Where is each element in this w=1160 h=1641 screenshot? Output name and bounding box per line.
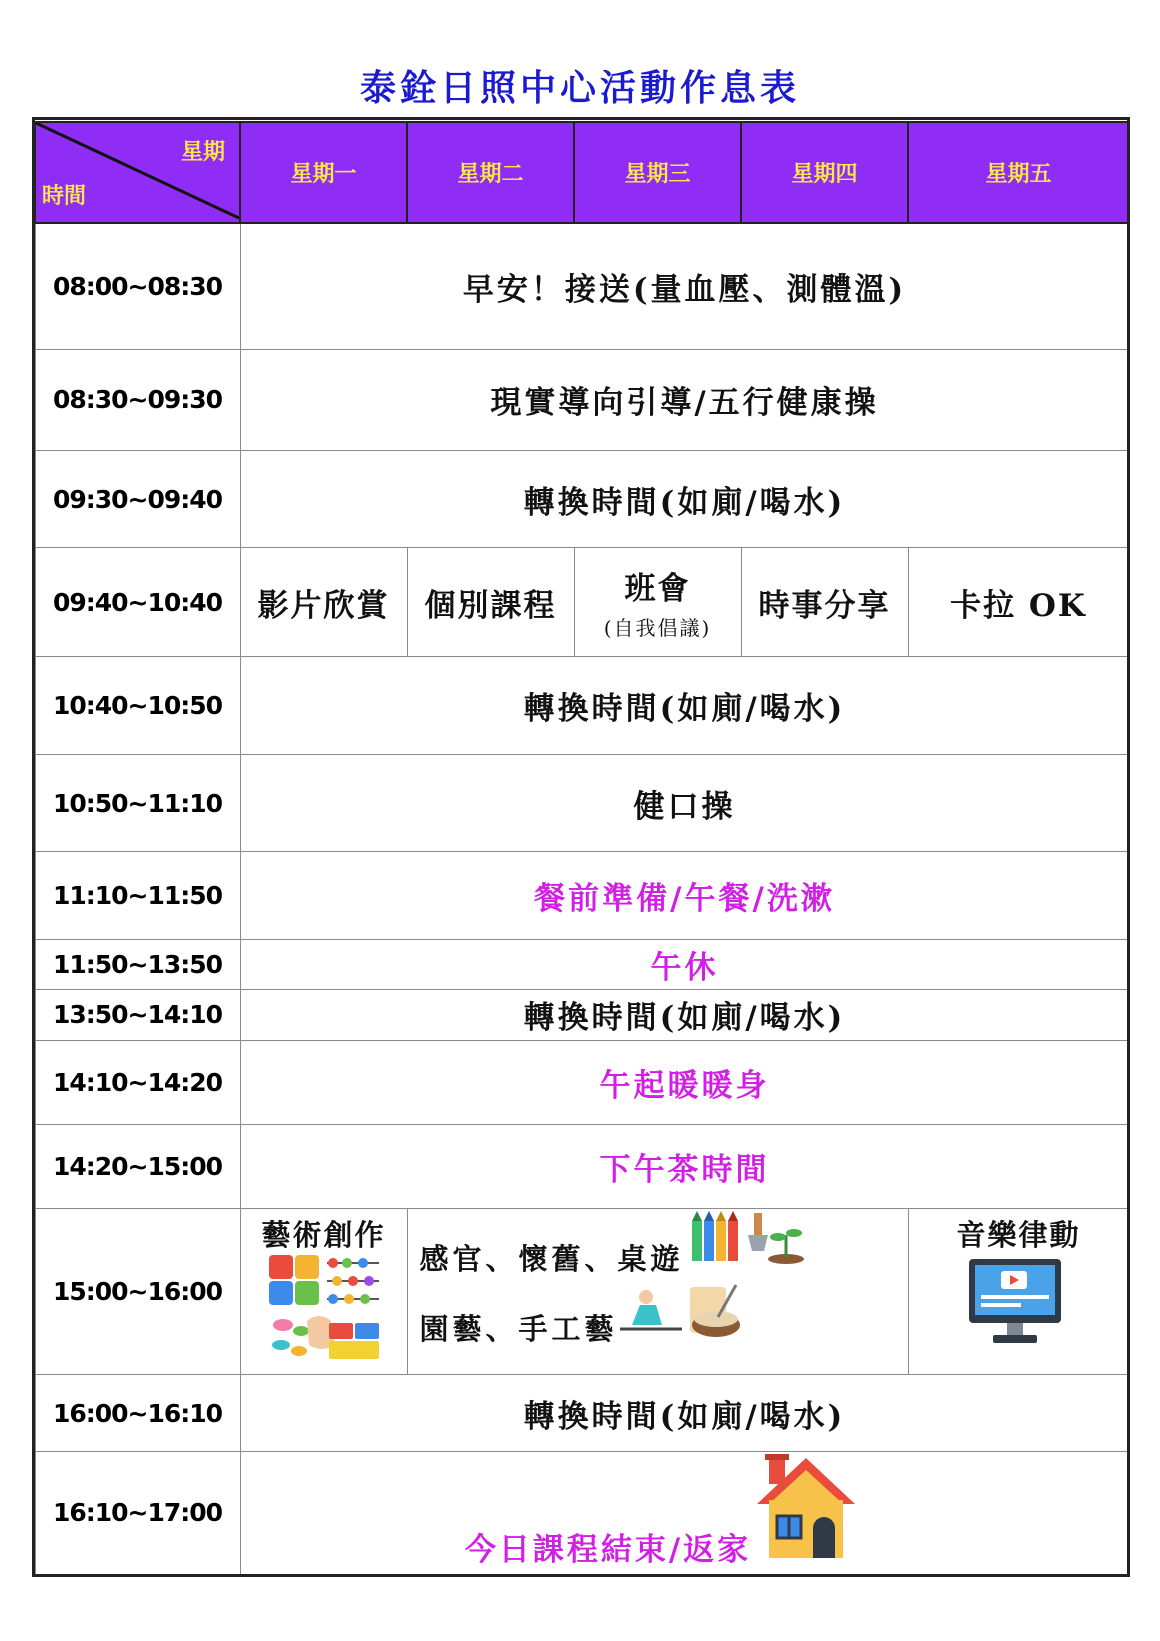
wed-activity-note: (自我倡議) — [603, 616, 712, 641]
crayons-icon — [690, 1211, 744, 1265]
activity-cell: 轉換時間(如廁/喝水) — [240, 450, 1129, 548]
table-row — [35, 1451, 1129, 1574]
table-row — [35, 223, 1129, 349]
time-cell: 11:50~13:50 — [35, 939, 240, 989]
day-header-wed: 星期三 — [574, 122, 741, 223]
activity-cell: 現實導向引導/五行健康操 — [240, 349, 1129, 450]
tue-activity: 個別課程 — [407, 548, 574, 656]
day-header-thu: 星期四 — [741, 122, 908, 223]
activity-cell: 午起暖暖身 — [240, 1040, 1129, 1124]
gardening-icon — [748, 1213, 804, 1265]
table-row — [35, 990, 1129, 1040]
time-cell: 11:10~11:50 — [35, 852, 240, 939]
activity-cell: 午休 — [240, 939, 1129, 989]
sensory-activities-line1: 感官、懷舊、桌遊 — [419, 1241, 684, 1276]
time-cell: 15:00~16:00 — [35, 1208, 240, 1374]
home-cell-content — [241, 1452, 1129, 1574]
art-activity-label: 藝術創作 — [261, 1217, 386, 1252]
house-icon — [755, 1454, 857, 1560]
time-cell: 10:50~11:10 — [35, 754, 240, 852]
schedule-table — [34, 121, 1130, 1575]
time-cell: 10:40~10:50 — [35, 656, 240, 754]
corner-time-label: 時間 — [42, 182, 87, 209]
table-row — [35, 939, 1129, 989]
table-row — [35, 1208, 1129, 1374]
handcraft-icon — [620, 1279, 744, 1341]
crafts-icon — [267, 1251, 383, 1363]
time-cell: 09:40~10:40 — [35, 548, 240, 656]
corner-cell — [35, 122, 240, 223]
header-row — [35, 122, 1129, 223]
activity-cell: 轉換時間(如廁/喝水) — [240, 990, 1129, 1040]
monitor-video-icon — [967, 1257, 1063, 1347]
activity-cell: 轉換時間(如廁/喝水) — [240, 1375, 1129, 1452]
music-cell — [908, 1208, 1129, 1374]
fri-activity: 卡拉 OK — [908, 548, 1129, 656]
table-row — [35, 548, 1129, 656]
home-activity-label: 今日課程結束/返家 — [464, 1531, 752, 1568]
music-cell-content — [909, 1209, 1129, 1374]
time-cell: 13:50~14:10 — [35, 990, 240, 1040]
time-cell: 14:20~15:00 — [35, 1124, 240, 1208]
sensory-cell-content — [408, 1209, 908, 1374]
activity-cell — [240, 1451, 1129, 1574]
page-title: 泰銓日照中心活動作息表 — [359, 67, 800, 109]
table-row — [35, 1124, 1129, 1208]
art-cell — [240, 1208, 407, 1374]
corner-day-label: 星期 — [180, 139, 225, 165]
day-header-tue: 星期二 — [407, 122, 574, 223]
time-cell: 16:10~17:00 — [35, 1451, 240, 1574]
table-row — [35, 349, 1129, 450]
table-row — [35, 656, 1129, 754]
time-cell: 08:30~09:30 — [35, 349, 240, 450]
time-cell: 09:30~09:40 — [35, 450, 240, 548]
time-cell: 14:10~14:20 — [35, 1040, 240, 1124]
wed-activity — [574, 548, 741, 656]
table-row — [35, 1375, 1129, 1452]
time-cell: 16:00~16:10 — [35, 1375, 240, 1452]
wed-activity-label: 班會 — [624, 571, 691, 608]
time-cell: 08:00~08:30 — [35, 223, 240, 349]
day-header-fri: 星期五 — [908, 122, 1129, 223]
sensory-activities-line2: 園藝、手工藝 — [419, 1311, 618, 1346]
activity-cell: 轉換時間(如廁/喝水) — [240, 656, 1129, 754]
activity-cell: 早安！接送(量血壓、測體溫) — [240, 223, 1129, 349]
music-activity-label: 音樂律動 — [956, 1217, 1081, 1252]
thu-activity: 時事分享 — [741, 548, 908, 656]
activity-cell: 健口操 — [240, 754, 1129, 852]
activity-cell: 下午茶時間 — [240, 1124, 1129, 1208]
activity-cell: 餐前準備/午餐/洗漱 — [240, 852, 1129, 939]
table-row — [35, 1040, 1129, 1124]
sensory-cell — [407, 1208, 908, 1374]
mon-activity: 影片欣賞 — [240, 548, 407, 656]
table-row — [35, 754, 1129, 852]
day-header-mon: 星期一 — [240, 122, 407, 223]
table-row — [35, 450, 1129, 548]
table-row — [35, 852, 1129, 939]
art-cell-content — [241, 1209, 407, 1374]
